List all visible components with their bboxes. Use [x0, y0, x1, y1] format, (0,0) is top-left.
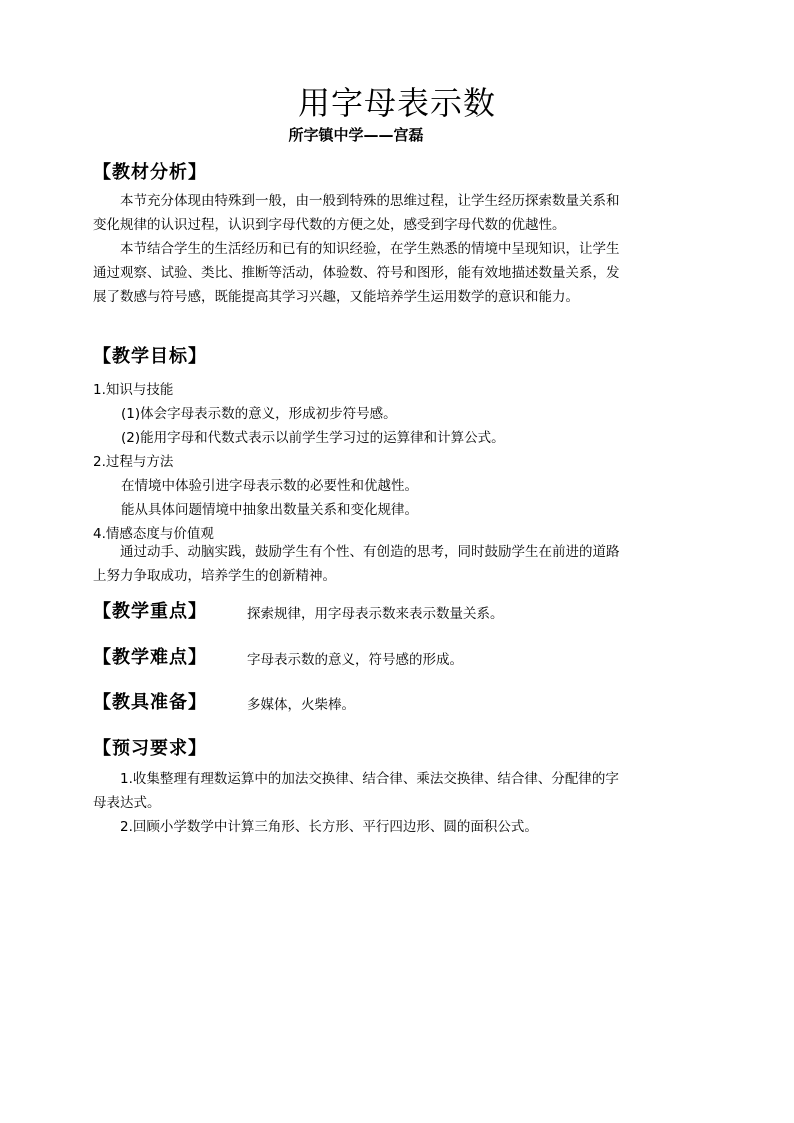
goal-knowledge-skills: 1.知识与技能 — [93, 382, 174, 398]
section-heading-preview: 【预习要求】 — [93, 738, 207, 759]
goal-attitude-paragraph: 通过动手、动脑实践，鼓励学生有个性、有创造的思考，同时鼓励学生在前进的道路上努力争取成功，培养学生的创新精神。 — [93, 544, 620, 584]
author-line: 所字镇中学——宫磊 — [288, 126, 424, 144]
section-heading-goals: 【教学目标】 — [93, 346, 207, 367]
section-heading-analysis: 【教材分析】 — [93, 162, 207, 183]
tools-text: 多媒体，火柴棒。 — [247, 697, 355, 713]
analysis-paragraph-2: 本节结合学生的生活经历和已有的知识经验，在学生熟悉的情境中呈现知识，让学生通过观察、试验、类比、推断等活动，体验数、符号和图形，能有效地描述数量关系，发展了数感与符号感，既能提高其学习兴趣，又能培养学生运用数学的意识和能力。 — [93, 241, 620, 305]
section-heading-key-point: 【教学重点】 — [93, 601, 207, 622]
document-title: 用字母表示数 — [297, 84, 496, 122]
key-point-text: 探索规律，用字母表示数来表示数量关系。 — [247, 606, 504, 622]
goal-attitude-values: 4.情感态度与价值观 — [93, 526, 214, 542]
goal-item: (1)体会字母表示数的意义，形成初步符号感。 — [121, 406, 397, 422]
preview-item-1: 1.收集整理有理数运算中的加法交换律、结合律、乘法交换律、结合律、分配律的字母表达式。 — [93, 771, 619, 811]
preview-item-2: 2.回顾小学数学中计算三角形、长方形、平行四边形、圆的面积公式。 — [120, 819, 538, 835]
goal-process-method: 2.过程与方法 — [93, 454, 174, 470]
analysis-paragraph-1: 本节充分体现由特殊到一般，由一般到特殊的思维过程，让学生经历探索数量关系和变化规律的认识过程，认识到字母代数的方便之处，感受到字母代数的优越性。 — [93, 193, 620, 233]
goal-item: 能从具体问题情境中抽象出数量关系和变化规律。 — [121, 502, 418, 518]
section-heading-tools: 【教具准备】 — [93, 692, 207, 713]
section-heading-difficulty: 【教学难点】 — [93, 647, 207, 668]
goal-item: (2)能用字母和代数式表示以前学生学习过的运算律和计算公式。 — [121, 430, 505, 446]
difficulty-text: 字母表示数的意义，符号感的形成。 — [247, 652, 463, 668]
goal-item: 在情境中体验引进字母表示数的必要性和优越性。 — [121, 478, 418, 494]
